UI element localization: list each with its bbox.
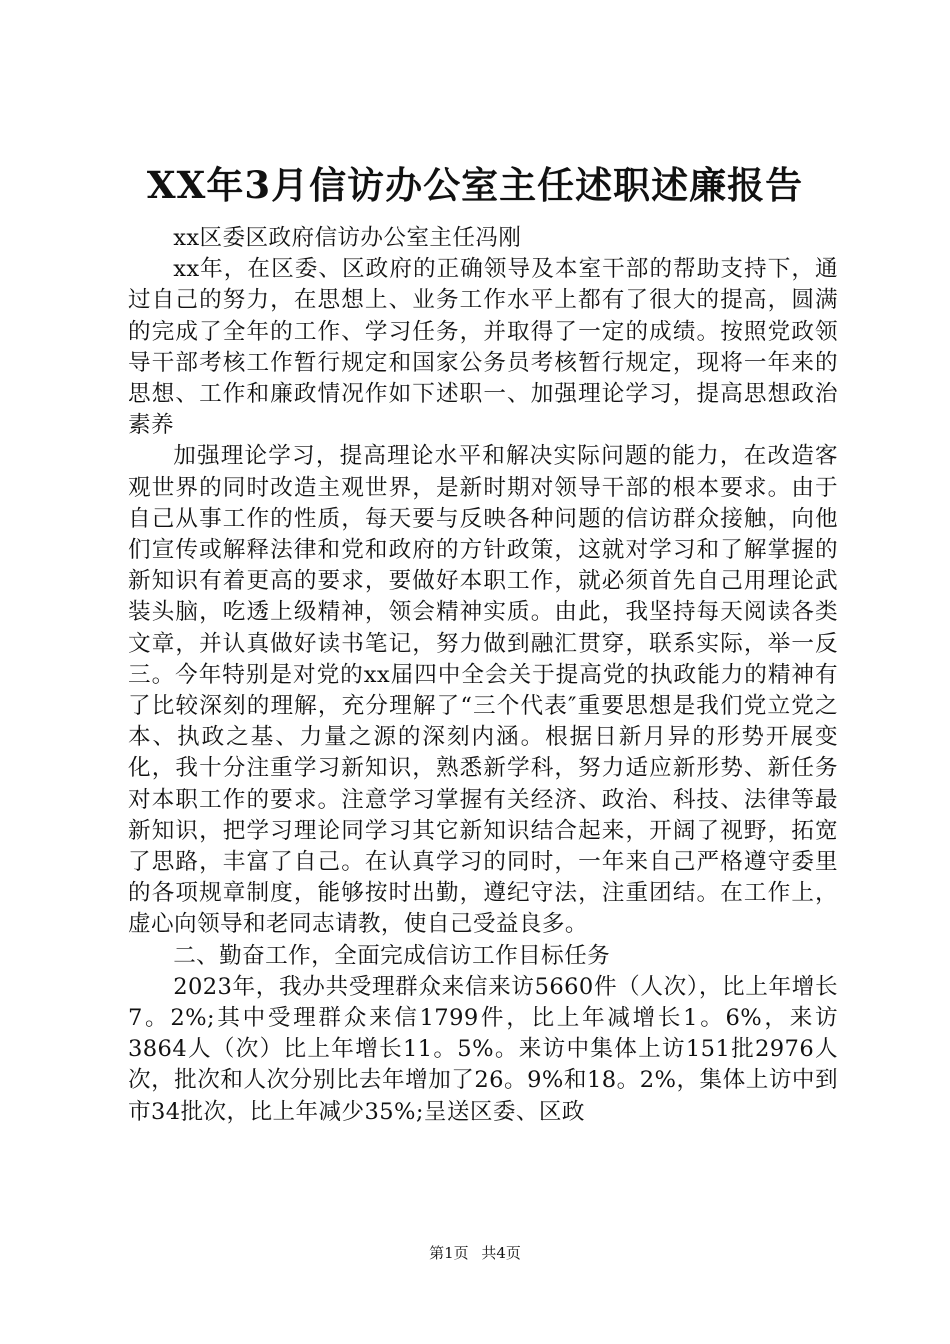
section-heading: 二、勤奋工作，全面完成信访工作目标任务 <box>173 942 611 969</box>
page-footer <box>0 1243 950 1263</box>
page-number: 第1页 <box>429 1244 469 1262</box>
paragraph: 加强理论学习，提高理论水平和解决实际问题的能力，在改造客观世界的同时改造主观世界，是新时期对领导干部的根本要求。由于自己从事工作的性质，每天要与反映各种问题的信访群众接触，向他们宣传或解释法律和党和政府的方针政策，这就对学习和了解掌握的新知识有着更高的要求，要做好本职工作，就必须首先自己用理论武装头脑，吃透上级精神，领会精神实质。由此，我坚持每天阅读各类文章，并认真做好读书笔记，努力做到融汇贯穿，联系实际，举一反三。今年特别是对党的xx届四中全会关于提高党的执政能力的精神有了比较深刻的理解，充分理解了“三个代表″重要思想是我们党立党之本、执政之基、力量之源的深刻内涵。根据日新月异的形势开展变化，我十分注重学习新知识，熟悉新学科，努力适应新形势、新任务对本职工作的要求。注意学习掌握有关经济、政治、科技、法律等最新知识，把学习理论同学习其它新知识结合起来，开阔了视野，拓宽了思路，丰富了自己。在认真学习的同时，一年来自己严格遵守委里的各项规章制度，能够按时出勤，遵纪守法，注重团结。在工作上，虚心向领导和老同志请教，使自己受益良多。 <box>128 443 838 938</box>
paragraph: xx年，在区委、区政府的正确领导及本室干部的帮助支持下，通过自己的努力，在思想上、业务工作水平上都有了很大的提高，圆满的完成了全年的工作、学习任务，并取得了一定的成绩。按照党政领导干部考核工作暂行规定和国家公务员考核暂行规定，现将一年来的思想、工作和廉政情况作如下述职一、加强理论学习，提高思想政治素养 <box>128 256 838 439</box>
paragraph: 2023年，我办共受理群众来信来访5660件（人次），比上年增长7。2%;其中受理群众来信1799件，比上年减增长1。6%，来访3864人（次）比上年增长11。5%。来访中集体上访151批2976人次，批次和人次分别比去年增加了26。9%和18。2%，集体上访中到市34批次，比上年减少35%;呈送区委、区政 <box>128 973 838 1125</box>
page-total: 共4页 <box>481 1244 521 1262</box>
author-line: xx区委区政府信访办公室主任冯刚 <box>173 225 522 251</box>
document-body <box>128 223 838 1128</box>
document-title: XX年3月信访办公室主任述职述廉报告 <box>146 163 804 207</box>
